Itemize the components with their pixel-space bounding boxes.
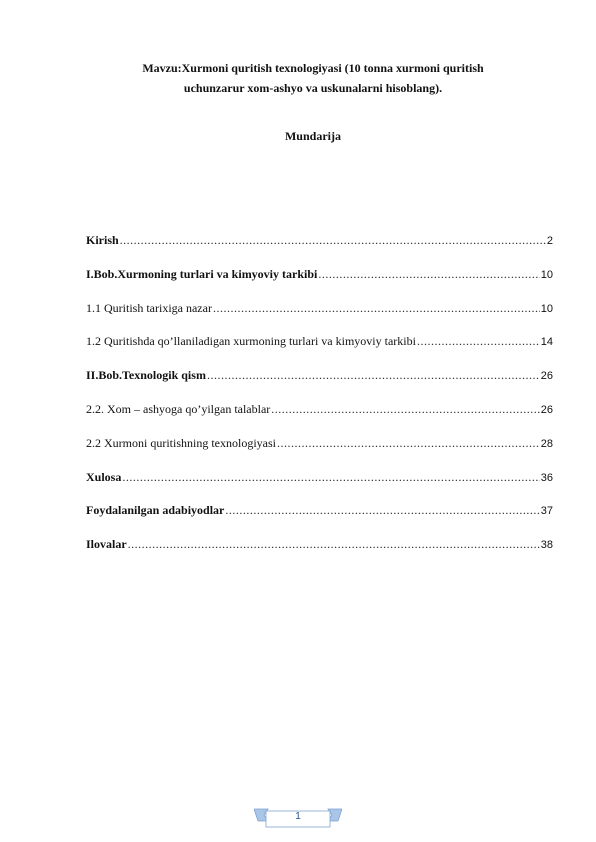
toc-entry-introduction[interactable] xyxy=(86,233,553,267)
table-of-contents xyxy=(86,233,553,571)
toc-entry-page: 28 xyxy=(540,437,553,450)
toc-entry-label: Foydalanilgan adabiyodlar xyxy=(86,503,225,518)
toc-entry-label: 2.2 Xurmoni quritishning texnologiyasi xyxy=(86,435,276,450)
toc-entry-chapter-2[interactable] xyxy=(86,368,553,402)
toc-leader-dots xyxy=(417,334,540,349)
toc-entry-appendices[interactable] xyxy=(86,537,553,571)
toc-entry-page: 37 xyxy=(540,505,553,518)
document-title xyxy=(86,58,540,98)
toc-entry-page: 10 xyxy=(540,302,553,315)
toc-entry-page: 2 xyxy=(546,235,553,247)
toc-entry-label: Kirish xyxy=(86,233,119,247)
toc-leader-dots xyxy=(122,470,539,485)
toc-entry-section-1-1[interactable] xyxy=(86,301,553,335)
title-line-2: uchunzarur xom-ashyo va uskunalarni hisoblang). xyxy=(183,81,443,95)
toc-entry-references[interactable] xyxy=(86,503,553,537)
page-number-footer xyxy=(254,807,342,829)
toc-entry-conclusion[interactable] xyxy=(86,470,553,504)
toc-entry-label: Ilovalar xyxy=(86,537,127,552)
toc-leader-dots xyxy=(318,267,539,282)
toc-entry-page: 26 xyxy=(540,403,553,416)
toc-entry-label: I.Bob.Xurmoning turlari va kimyoviy tarkibi xyxy=(86,266,318,281)
toc-entry-page: 10 xyxy=(540,268,553,281)
title-line-1: Mavzu:Xurmoni quritish texnologiyasi (10 tonna xurmoni quritish xyxy=(142,61,484,75)
toc-entry-page: 14 xyxy=(540,336,553,349)
toc-leader-dots xyxy=(271,402,539,417)
toc-entry-page: 36 xyxy=(540,471,553,484)
toc-leader-dots xyxy=(277,436,540,451)
toc-entry-label: II.Bob.Texnologik qism xyxy=(86,368,206,383)
toc-entry-chapter-1[interactable] xyxy=(86,267,553,301)
toc-entry-section-2-2-technology[interactable] xyxy=(86,436,553,470)
toc-entry-page: 26 xyxy=(540,370,553,383)
toc-entry-section-1-2[interactable] xyxy=(86,334,553,368)
toc-leader-dots xyxy=(225,503,539,518)
toc-entry-section-2-2-requirements[interactable] xyxy=(86,402,553,436)
toc-entry-label: 1.2 Quritishda qo’llaniladigan xurmoning turlari va kimyoviy tarkibi xyxy=(86,334,416,349)
toc-leader-dots xyxy=(128,537,540,552)
toc-entry-label: 1.1 Quritish tarixiga nazar xyxy=(86,300,212,315)
toc-leader-dots xyxy=(120,233,546,248)
page-number: 1 xyxy=(295,811,301,822)
toc-leader-dots xyxy=(213,301,540,316)
toc-entry-page: 38 xyxy=(540,539,553,552)
toc-entry-label: Xulosa xyxy=(86,469,122,484)
toc-leader-dots xyxy=(207,368,540,383)
toc-entry-label: 2.2. Xom – ashyoga qo’yilgan talablar xyxy=(86,401,271,416)
contents-heading: Mundarija xyxy=(284,129,341,143)
